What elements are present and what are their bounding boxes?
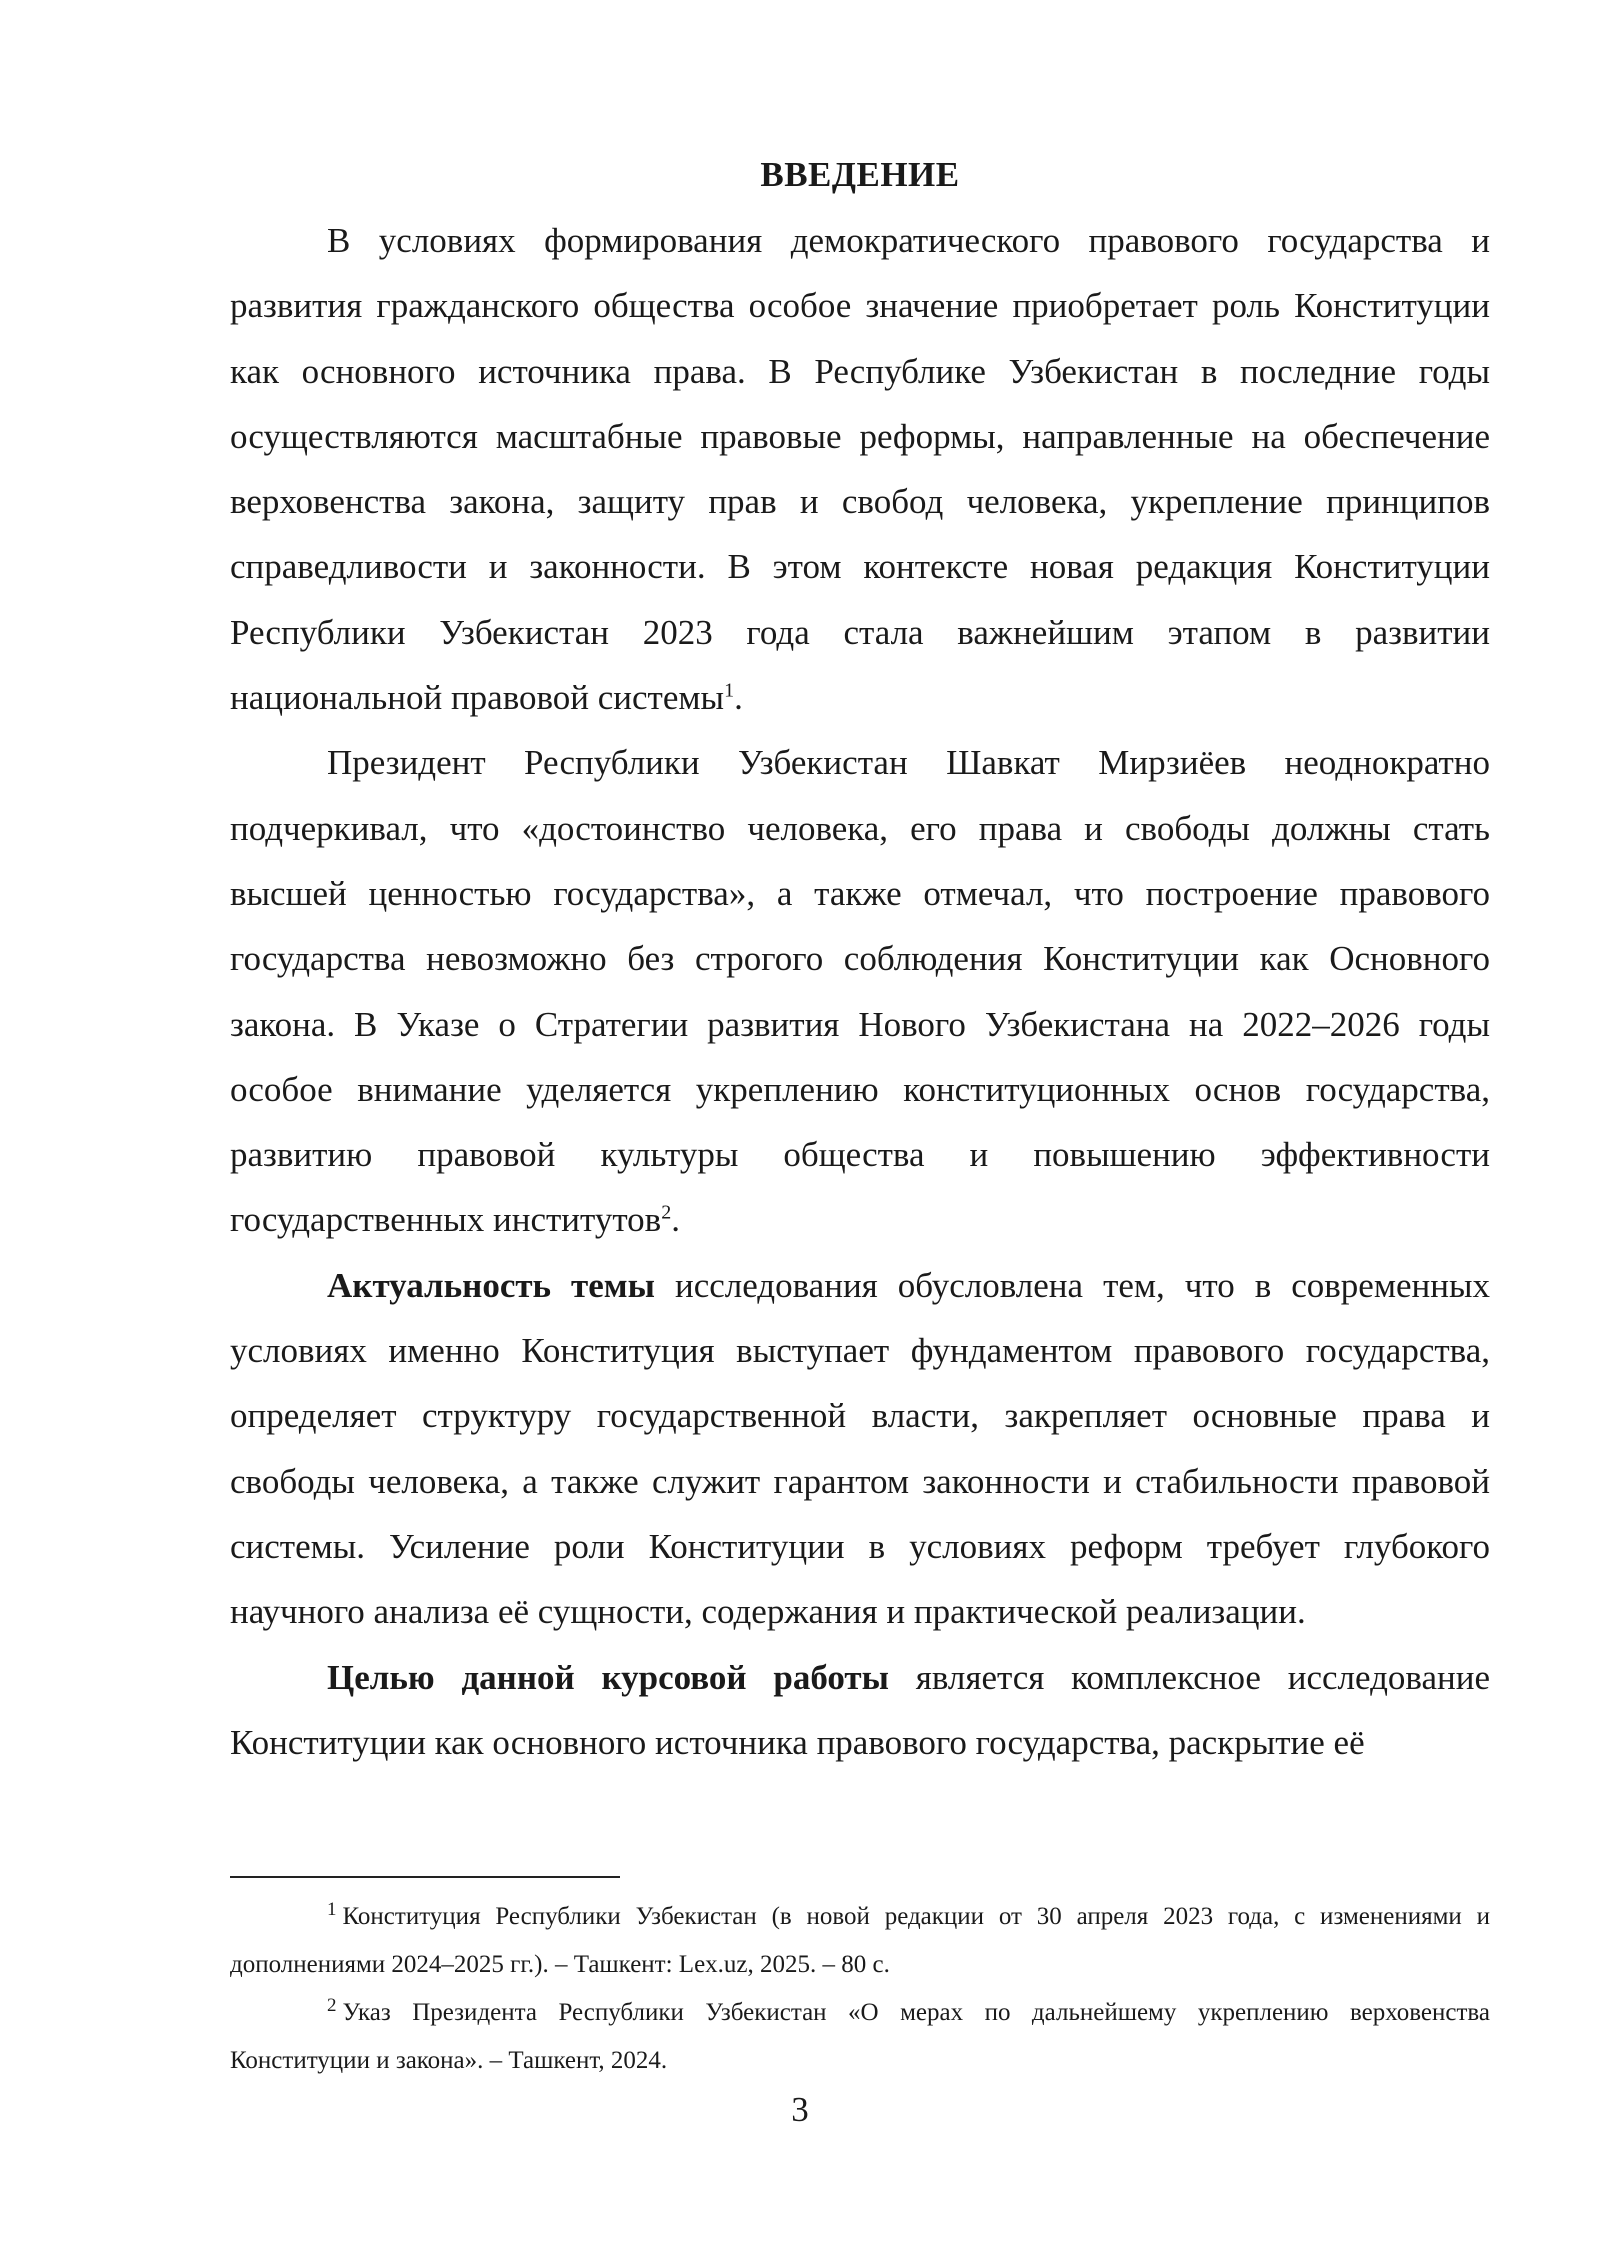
footnote-1 xyxy=(230,1893,1490,1989)
paragraph-relevance xyxy=(230,1253,1490,1645)
paragraph-president xyxy=(230,730,1490,1252)
goal-heading: Целью данной курсовой работы xyxy=(327,1657,889,1697)
paragraph-president-tail: . xyxy=(671,1200,680,1240)
footnotes xyxy=(230,1893,1490,2085)
document-page xyxy=(230,150,1490,1775)
paragraph-goal xyxy=(230,1645,1490,1776)
paragraph-relevance-text: исследования обусловлена тем, что в современных условиях именно Конституция выступает фундаментом правового государства, определяет структуру государственной власти, закрепляет основные права и свободы человека, а также служит гарантом законности и стабильности правовой системы. Усиление роли Конституции в условиях реформ требует глубокого научного анализа её сущности, содержания и практической реализации. xyxy=(230,1265,1490,1632)
footnote-1-text: Конституция Республики Узбекистан (в новой редакции от 30 апреля 2023 года, с изменениями и дополнениями 2024–2025 гг.). – Ташкент: Lex.uz, 2025. – 80 с. xyxy=(230,1903,1490,1978)
footnote-2-text: Указ Президента Республики Узбекистан «О мерах по дальнейшему укреплению верховенства Конституции и закона». – Ташкент, 2024. xyxy=(230,1999,1490,2074)
section-title: ВВЕДЕНИЕ xyxy=(760,155,960,194)
footnote-ref-1[interactable]: 1 xyxy=(724,679,735,702)
footnote-2-number: 2 xyxy=(327,1994,337,2016)
paragraph-president-text: Президент Республики Узбекистан Шавкат Мирзиёев неоднократно подчеркивал, что «достоинство человека, его права и свободы должны стать высшей ценностью государства», а также отмечал, что построение правового государства невозможно без строгого соблюдения Конституции как Основного закона. В Указе о Стратегии развития Нового Узбекистана на 2022–2026 годы особое внимание уделяется укреплению конституционных основ государства, развитию правовой культуры общества и повышению эффективности государственных институтов xyxy=(230,743,1490,1240)
footnote-2 xyxy=(230,1989,1490,2085)
relevance-heading: Актуальность темы xyxy=(327,1265,655,1305)
paragraph-intro xyxy=(230,208,1490,730)
paragraph-intro-tail: . xyxy=(734,678,743,718)
paragraph-intro-text: В условиях формирования демократического правового государства и развития гражданского общества особое значение приобретает роль Конституции как основного источника права. В Республике Узбекистан в последние годы осуществляются масштабные правовые реформы, направленные на обеспечение верховенства закона, защиту прав и свобод человека, укрепление принципов справедливости и законности. В этом контексте новая редакция Конституции Республики Узбекистан 2023 года стала важнейшим этапом в развитии национальной правовой системы xyxy=(230,221,1490,718)
footnote-1-number: 1 xyxy=(327,1898,337,1920)
paragraph-goal-text: является комплексное исследование Конституции как основного источника правового государства, раскрытие её xyxy=(230,1657,1490,1762)
footnote-ref-2[interactable]: 2 xyxy=(661,1201,672,1224)
footnote-separator xyxy=(230,1876,620,1878)
page-number: 3 xyxy=(791,2090,809,2129)
